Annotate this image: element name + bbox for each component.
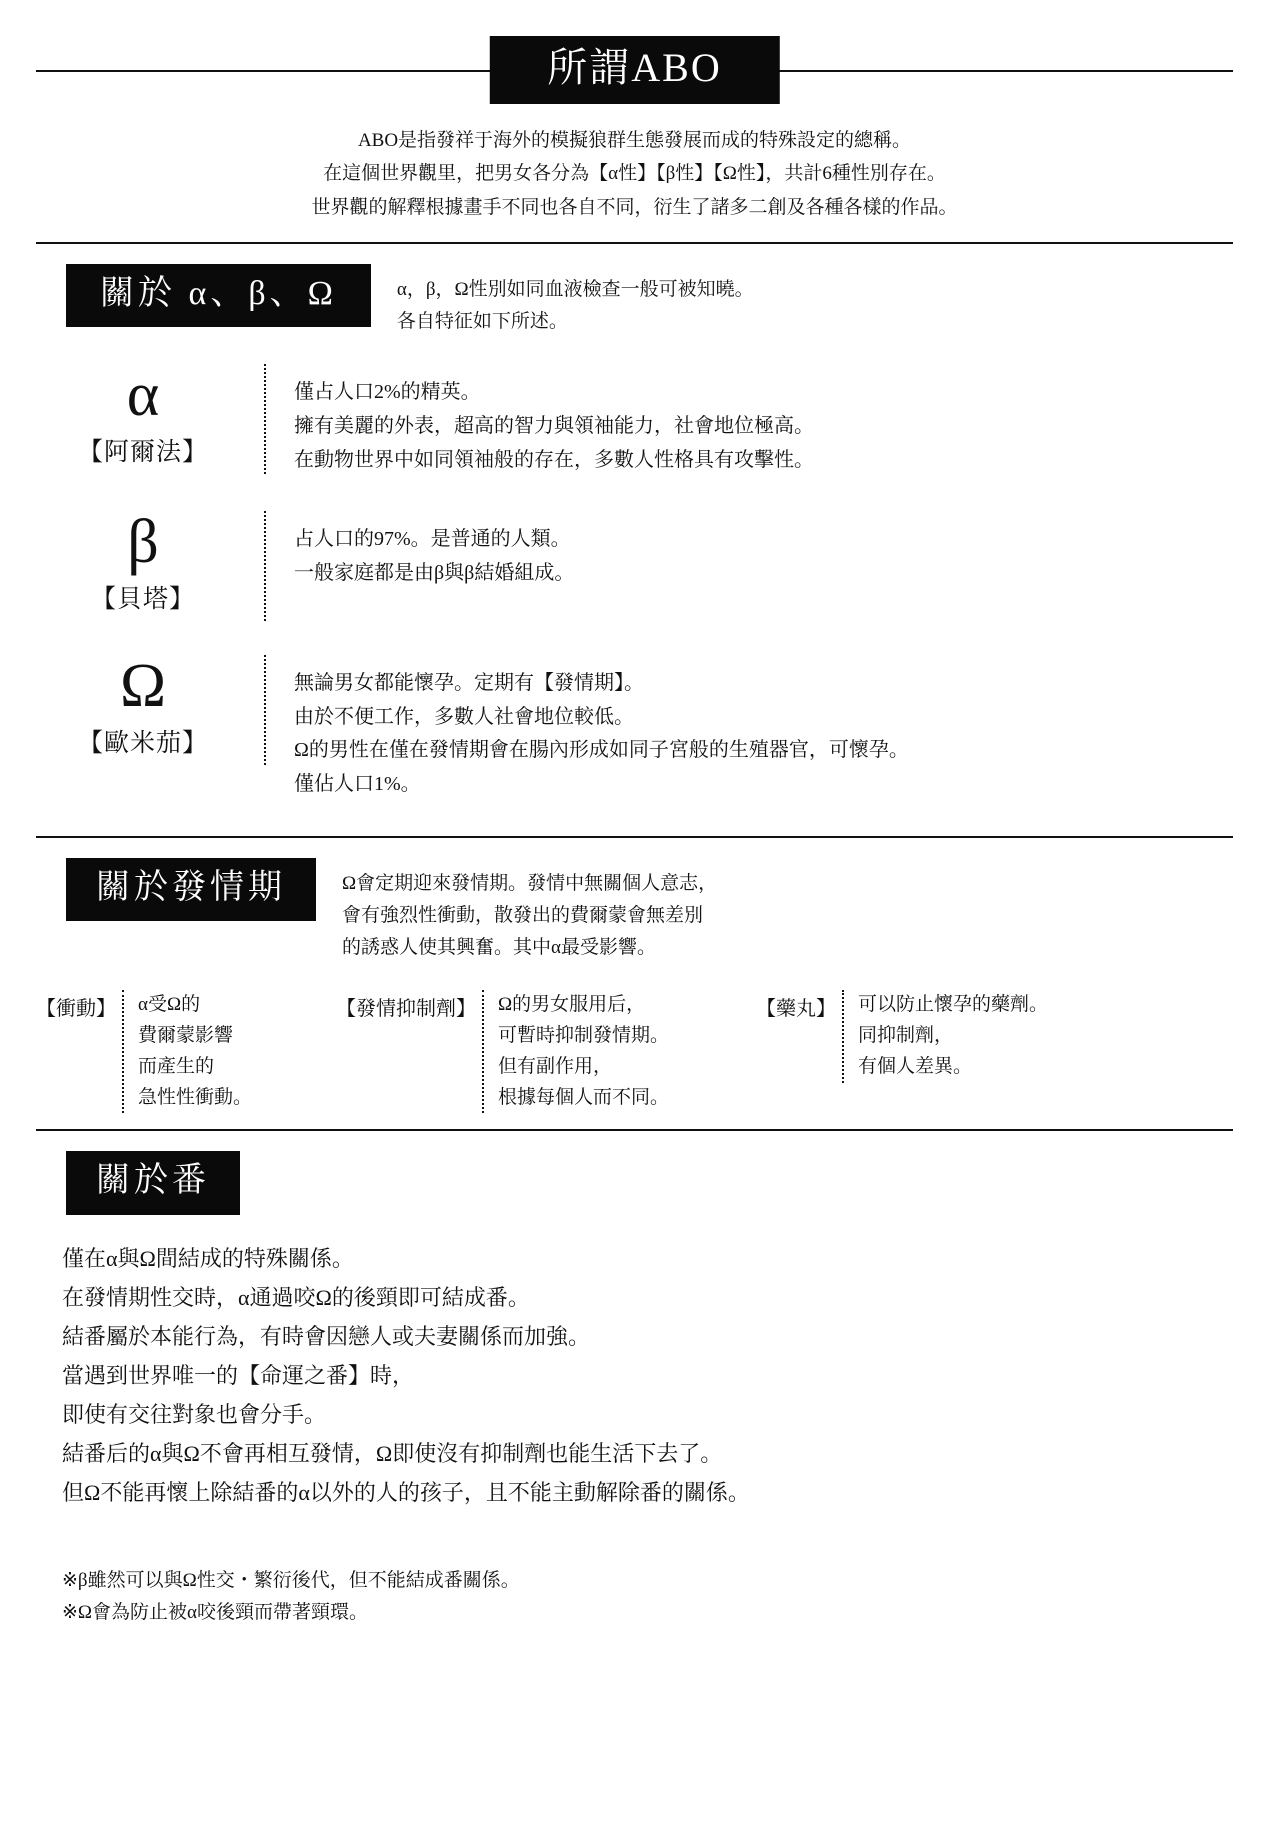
section-divider-1 [36, 242, 1233, 244]
section-divider-2 [36, 836, 1233, 838]
intro-paragraph [36, 124, 1233, 224]
beta-desc-line-1: 占人口的97%。是普通的人類。 [294, 528, 571, 551]
omega-glyph: Ω [119, 652, 167, 721]
suppressant-body [482, 990, 669, 1113]
intro-line-1: ABO是指發祥于海外的模擬狼群生態發展而成的特殊設定的總稱。 [357, 130, 912, 151]
bond-line-3: 結番屬於本能行為，有時會因戀人或夫妻關係而加強。 [62, 1323, 591, 1349]
omega-desc-line-4: 僅佔人口1%。 [294, 772, 421, 795]
types-note-line-1: α，β，Ω性別如同血液檢查一般可被知曉。 [396, 278, 754, 300]
bond-body [62, 1239, 1233, 1513]
bond-section-header [66, 1151, 1233, 1214]
heat-note-line-2: 會有強烈性衝動，散發出的費爾蒙會無差別 [342, 904, 704, 926]
types-section-header [66, 264, 1233, 339]
type-row-beta [36, 508, 1233, 621]
types-note-line-2: 各自特征如下所述。 [396, 311, 568, 333]
heat-columns [36, 990, 1233, 1113]
bond-heading: 關於番 [66, 1151, 240, 1214]
heat-column-suppressant [336, 990, 756, 1113]
alpha-glyph: α [126, 361, 160, 430]
type-row-alpha [36, 361, 1233, 477]
pill-line-3: 有個人差異。 [858, 1055, 973, 1077]
omega-name: 【歐米茄】 [77, 730, 208, 758]
omega-desc-line-3: Ω的男性在僅在發情期會在腸內形成如同子宮般的生殖器官，可懷孕。 [294, 739, 909, 762]
pill-line-1: 可以防止懷孕的藥劑。 [858, 994, 1049, 1016]
types-heading-note [397, 264, 754, 339]
type-desc-beta [266, 511, 574, 590]
heat-heading: 關於發情期 [66, 858, 316, 921]
footnote-2: ※Ω會為防止被α咬後頸而帶著頸環。 [62, 1601, 368, 1623]
suppressant-line-1: Ω的男女服用后， [498, 994, 646, 1016]
bond-line-1: 僅在α與Ω間結成的特殊關係。 [62, 1245, 354, 1271]
footnotes [62, 1565, 1233, 1630]
type-desc-omega [266, 655, 909, 801]
beta-desc-line-2: 一般家庭都是由β與β結婚組成。 [294, 561, 575, 584]
heat-heading-note [342, 858, 717, 965]
impulse-line-4: 急性性衝動。 [138, 1086, 253, 1108]
impulse-line-2: 費爾蒙影響 [138, 1025, 234, 1047]
type-symbol-beta [36, 508, 266, 621]
bond-line-6: 結番后的α與Ω不會再相互發情，Ω即使沒有抑制劑也能生活下去了。 [62, 1441, 723, 1467]
footnote-1: ※β雖然可以與Ω性交・繁衍後代，但不能結成番關係。 [62, 1569, 520, 1591]
intro-line-2: 在這個世界觀里，把男女各分為【α性】【β性】【Ω性】，共計6種性別存在。 [323, 163, 946, 185]
abo-infographic-page [0, 22, 1269, 1822]
suppressant-line-4: 根據每個人而不同。 [498, 1086, 670, 1108]
title-banner [36, 22, 1233, 118]
impulse-line-1: α受Ω的 [138, 994, 201, 1016]
suppressant-line-2: 可暫時抑制發情期。 [498, 1025, 670, 1047]
page-title: 所謂ABO [489, 36, 779, 104]
heat-section-header [66, 858, 1233, 965]
beta-name: 【貝塔】 [90, 586, 195, 614]
bond-line-5: 即使有交往對象也會分手。 [62, 1402, 327, 1428]
pill-body [842, 990, 1048, 1082]
section-divider-3 [36, 1129, 1233, 1131]
impulse-body [122, 990, 252, 1113]
heat-column-impulse [36, 990, 336, 1113]
types-list [36, 361, 1233, 801]
pill-label: 【藥丸】 [756, 998, 836, 1021]
omega-desc-line-2: 由於不便工作，多數人社會地位較低。 [294, 705, 634, 728]
omega-desc-line-1: 無論男女都能懷孕。定期有【發情期】。 [294, 672, 644, 695]
alpha-name: 【阿爾法】 [77, 439, 208, 467]
intro-line-3: 世界觀的解釋根據畫手不同也各自不同，衍生了諸多二創及各種各樣的作品。 [311, 196, 958, 218]
bond-line-7: 但Ω不能再懷上除結番的α以外的人的孩子，且不能主動解除番的關係。 [62, 1480, 750, 1506]
alpha-desc-line-2: 擁有美麗的外表，超高的智力與領袖能力，社會地位極高。 [294, 414, 814, 437]
bond-line-2: 在發情期性交時，α通過咬Ω的後頸即可結成番。 [62, 1284, 530, 1310]
impulse-label: 【衝動】 [36, 998, 116, 1021]
types-heading: 關於 α、β、Ω [66, 264, 371, 327]
type-row-omega [36, 652, 1233, 801]
type-symbol-alpha [36, 361, 266, 474]
alpha-desc-line-1: 僅占人口2%的精英。 [294, 381, 481, 404]
heat-note-line-1: Ω會定期迎來發情期。發情中無關個人意志， [342, 872, 718, 894]
impulse-line-3: 而產生的 [138, 1055, 215, 1077]
heat-column-pill [756, 990, 1233, 1113]
suppressant-label: 【發情抑制劑】 [336, 998, 476, 1021]
heat-note-line-3: 的誘惑人使其興奮。其中α最受影響。 [342, 937, 656, 959]
suppressant-line-3: 但有副作用， [498, 1055, 613, 1077]
beta-glyph: β [127, 508, 159, 577]
alpha-desc-line-3: 在動物世界中如同領袖般的存在，多數人性格具有攻擊性。 [294, 448, 814, 471]
pill-line-2: 同抑制劑， [858, 1025, 954, 1047]
type-symbol-omega [36, 652, 266, 765]
type-desc-alpha [266, 364, 814, 477]
bond-line-4: 當遇到世界唯一的【命運之番】時， [62, 1363, 415, 1389]
